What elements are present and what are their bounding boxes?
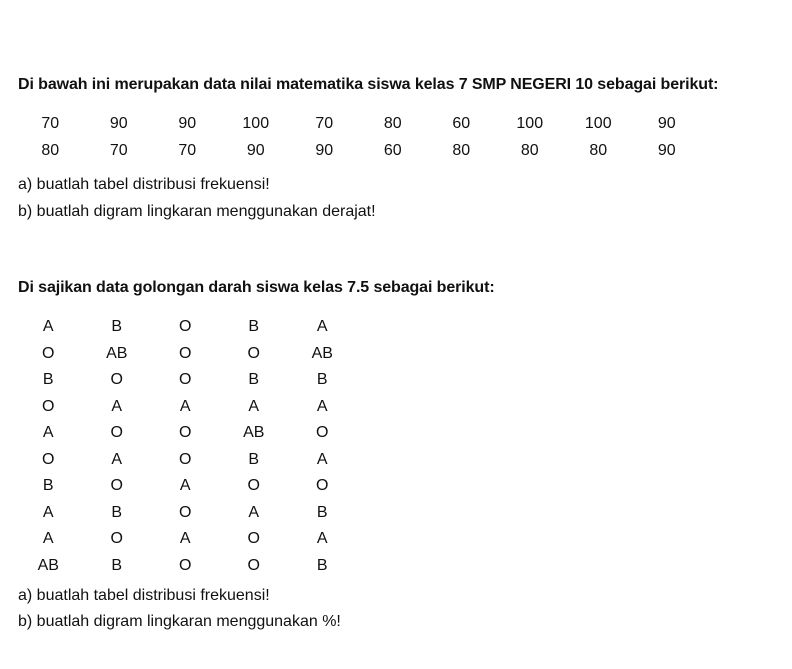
data-cell: O bbox=[247, 530, 260, 547]
data-cell: 90 bbox=[657, 142, 676, 159]
data-cell: B bbox=[111, 503, 123, 521]
data-cell: A bbox=[179, 477, 191, 494]
data-cell: A bbox=[111, 450, 123, 468]
data-cell: O bbox=[316, 477, 329, 494]
data-cell: 80 bbox=[589, 142, 608, 159]
blood-type-heading: Di sajikan data golongan darah siswa kelas 7.5 sebagai berikut: bbox=[18, 279, 495, 296]
data-row bbox=[14, 423, 357, 450]
data-cell: B bbox=[111, 556, 123, 574]
data-cell: 80 bbox=[383, 115, 402, 132]
data-cell: 70 bbox=[178, 142, 197, 159]
data-cell: A bbox=[248, 397, 260, 415]
data-cell: O bbox=[247, 477, 260, 494]
data-row bbox=[14, 370, 357, 397]
task-b-pie-chart-percent: b) buatlah digram lingkaran menggunakan %! bbox=[18, 613, 341, 630]
data-cell: O bbox=[179, 450, 192, 468]
data-row bbox=[14, 397, 357, 424]
data-row bbox=[14, 503, 357, 530]
data-cell: O bbox=[179, 503, 192, 521]
data-cell: A bbox=[316, 530, 328, 547]
data-cell: B bbox=[316, 556, 328, 574]
data-cell: 70 bbox=[109, 142, 128, 159]
data-cell: O bbox=[110, 424, 123, 441]
data-cell: B bbox=[248, 450, 260, 468]
data-cell: 70 bbox=[315, 115, 334, 132]
data-cell: O bbox=[110, 530, 123, 547]
data-cell: B bbox=[42, 477, 54, 494]
data-cell: B bbox=[248, 318, 260, 335]
data-cell: AB bbox=[37, 556, 59, 574]
data-cell: A bbox=[111, 397, 123, 415]
data-cell: O bbox=[110, 371, 123, 388]
data-cell: A bbox=[42, 318, 54, 335]
task-b-pie-chart-degrees: b) buatlah digram lingkaran menggunakan derajat! bbox=[18, 203, 376, 220]
data-cell: 100 bbox=[584, 115, 612, 132]
data-cell: AB bbox=[243, 424, 265, 441]
data-cell: O bbox=[42, 344, 55, 362]
data-cell: A bbox=[248, 503, 260, 521]
blood-type-grid bbox=[14, 317, 357, 582]
data-cell: B bbox=[42, 371, 54, 388]
data-cell: 80 bbox=[520, 142, 539, 159]
data-cell: 90 bbox=[315, 142, 334, 159]
task-a-frequency-table: a) buatlah tabel distribusi frekuensi! bbox=[18, 587, 270, 604]
data-cell: A bbox=[42, 424, 54, 441]
data-cell: 80 bbox=[452, 142, 471, 159]
data-cell: B bbox=[111, 318, 123, 335]
data-cell: O bbox=[42, 450, 55, 468]
data-cell: 100 bbox=[242, 115, 270, 132]
data-cell: 80 bbox=[41, 142, 60, 159]
data-cell: B bbox=[248, 371, 260, 388]
data-cell: 70 bbox=[41, 115, 60, 132]
math-scores-heading: Di bawah ini merupakan data nilai matematika siswa kelas 7 SMP NEGERI 10 sebagai berikut: bbox=[18, 76, 719, 93]
data-cell: A bbox=[42, 530, 54, 547]
data-cell: 90 bbox=[178, 115, 197, 132]
data-cell: O bbox=[316, 424, 329, 441]
data-cell: A bbox=[316, 318, 328, 335]
data-cell: AB bbox=[106, 344, 128, 362]
data-cell: O bbox=[42, 397, 55, 415]
task-a-frequency-table: a) buatlah tabel distribusi frekuensi! bbox=[18, 176, 270, 193]
data-cell: B bbox=[316, 371, 328, 388]
data-row bbox=[14, 556, 357, 583]
data-row bbox=[14, 317, 357, 344]
data-cell: O bbox=[179, 556, 192, 574]
data-cell: O bbox=[247, 344, 260, 362]
data-cell: A bbox=[316, 397, 328, 415]
data-cell: B bbox=[316, 503, 328, 521]
data-cell: 90 bbox=[109, 115, 128, 132]
data-cell: O bbox=[179, 344, 192, 362]
data-cell: O bbox=[179, 318, 192, 335]
data-row bbox=[14, 476, 357, 503]
data-cell: 90 bbox=[246, 142, 265, 159]
data-cell: 100 bbox=[516, 115, 544, 132]
data-cell: 60 bbox=[452, 115, 471, 132]
data-cell: O bbox=[110, 477, 123, 494]
data-row bbox=[14, 529, 357, 556]
data-cell: O bbox=[179, 371, 192, 388]
data-cell: O bbox=[247, 556, 260, 574]
data-cell: A bbox=[179, 397, 191, 415]
data-row bbox=[16, 114, 701, 141]
data-cell: A bbox=[42, 503, 54, 521]
data-cell: O bbox=[179, 424, 192, 441]
data-row bbox=[14, 450, 357, 477]
data-cell: 60 bbox=[383, 142, 402, 159]
data-cell: AB bbox=[311, 344, 333, 362]
data-row bbox=[14, 344, 357, 371]
math-scores-grid bbox=[16, 114, 701, 168]
data-cell: A bbox=[179, 530, 191, 547]
data-row bbox=[16, 141, 701, 168]
data-cell: A bbox=[316, 450, 328, 468]
data-cell: 90 bbox=[657, 115, 676, 132]
